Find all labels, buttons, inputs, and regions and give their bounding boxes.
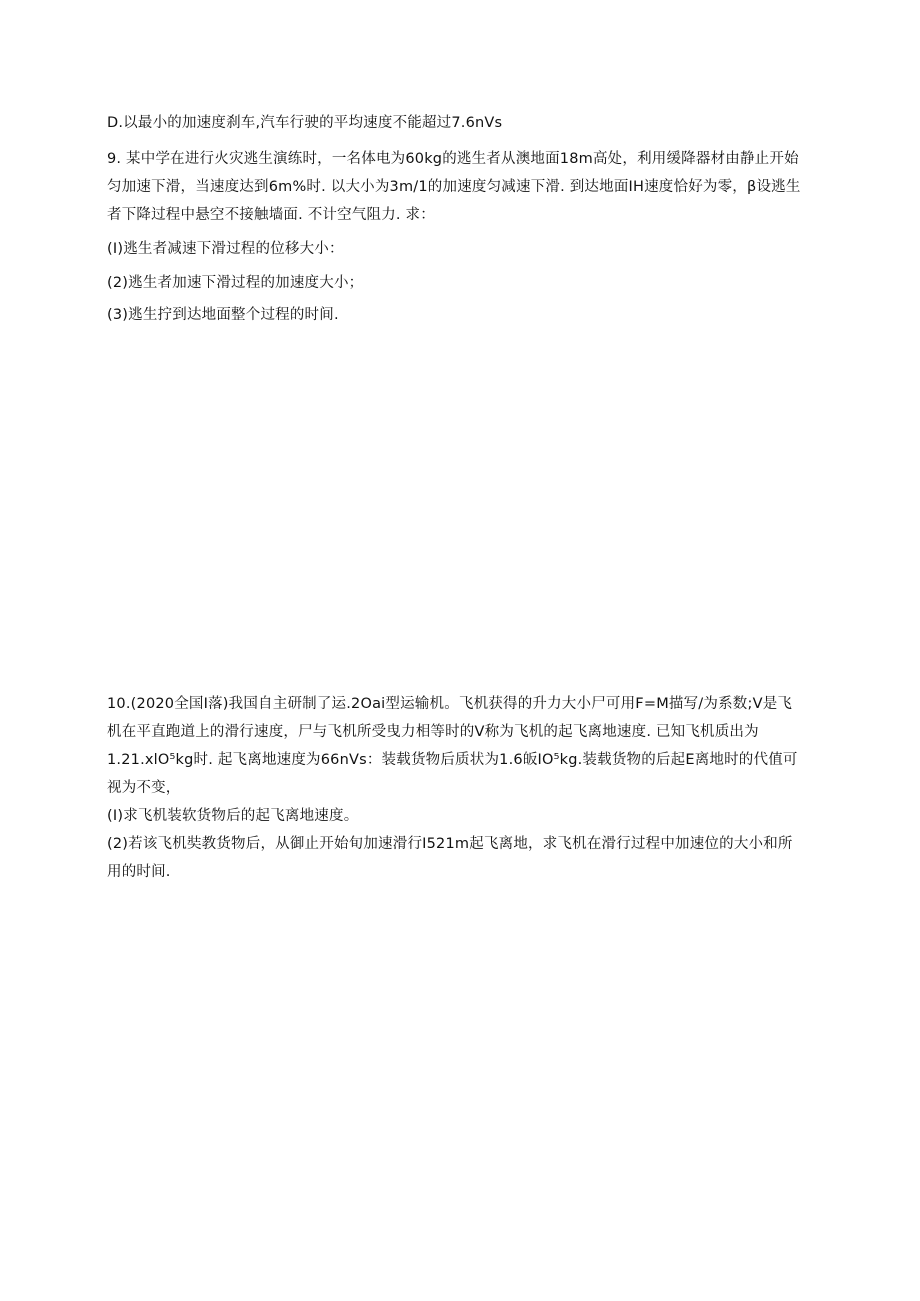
q9-part-2: (2)逃生者加速下滑过程的加速度大小； [107,275,364,291]
q10-part-1: (I)求飞机装软货物后的起飞离地速度。 [107,808,359,824]
q10-part-2-line-2: 用的时间. [107,864,171,880]
q9-stem-line-1: 9. 某中学在进行火灾逃生演练时，一名体电为60kg的逃生者从澳地面18m高处，利用缓降器材由静止开始 [107,151,799,167]
option-d-text: D.以最小的加速度刹车,汽车行驶的平均速度不能超过7.6nVs [107,115,503,131]
q9-part-1: (I)逃生者减速下滑过程的位移大小： [107,241,344,257]
q10-stem-line-1: 10.(2020全国I落)我国自主研制了运.2Oai型运输机。飞机获得的升力大小尸可用F=M描写/为系数;V是飞 [107,696,793,712]
q9-stem-line-2: 匀加速下滑，当速度达到6m%时. 以大小为3m∕1的加速度匀减速下滑. 到达地面IH速度恰好为零，β设逃生 [107,179,801,195]
q10-stem-line-4: 视为不变， [107,780,181,796]
q9-stem-line-3: 者下降过程中悬空不接触墙面. 不计空气阻力. 求： [107,207,435,223]
q10-stem-line-2: 机在平直跑道上的滑行速度，尸与飞机所受曳力相等时的V称为飞机的起飞离地速度. 已知飞机质出为 [107,724,759,740]
q9-part-3: (3)逃生拧到达地面整个过程的时间. [107,307,339,323]
q10-part-2-line-1: (2)若该飞机奘教货物后，从御止开始旬加速滑行I521m起飞离地，求飞机在滑行过程中加速位的大小和所 [107,836,793,852]
q10-stem-line-3: 1.21.xlO⁵kg时. 起飞离地速度为66nVs：装载货物后质状为1.6皈IO⁵kg.装载货物的后起E离地时的代值可 [107,752,798,768]
